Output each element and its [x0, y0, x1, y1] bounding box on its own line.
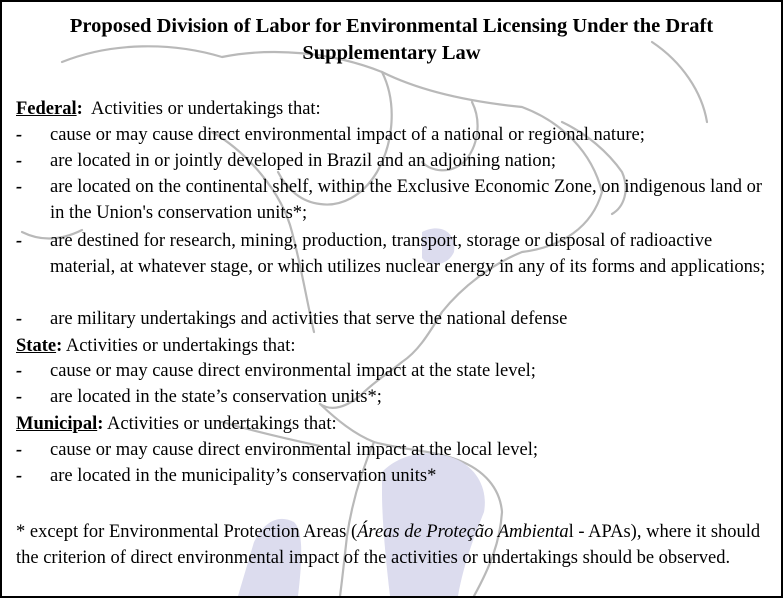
- document-content: [2, 2, 781, 596]
- state-item-2: - are located in the state’s conservation units*;: [16, 385, 780, 411]
- municipal-intro: Activities or undertakings that:: [107, 414, 337, 434]
- federal-item-3: - are located on the continental shelf, within the Exclusive Economic Zone, on indigenous land or in the Union's conservation units*;: [16, 177, 763, 223]
- federal-item-4: - are destined for research, mining, production, transport, storage or disposal of radioactive material, at whatever stage, or which utilizes nuclear energy in any of its forms and applications;: [16, 231, 766, 277]
- bullet-dash: -: [16, 125, 23, 145]
- federal-heading: Federal: Activities or undertakings that:: [16, 99, 321, 119]
- state-intro: Activities or undertakings that:: [65, 336, 296, 356]
- bullet-dash: -: [16, 466, 23, 486]
- federal-item-2: - are located in or jointly developed in Brazil and an adjoining nation;: [16, 149, 780, 175]
- bullet-dash: -: [16, 151, 23, 171]
- footnote-portuguese-term: Áreas de Proteção Ambienta: [357, 522, 569, 542]
- federal-label: Federal: [16, 99, 77, 119]
- footnote-suffix: l - APAs), where it should the criterion of direct environmental impact of the activities or undertakings should be observed.: [16, 522, 761, 568]
- bullet-dash: -: [16, 440, 23, 460]
- municipal-item-2: - are located in the municipality’s conservation units*: [16, 464, 780, 490]
- bullet-dash: -: [16, 309, 23, 329]
- federal-item-5: - are military undertakings and activities that serve the national defense: [16, 307, 780, 333]
- federal-item-1: - cause or may cause direct environmental impact of a national or regional nature;: [16, 123, 780, 149]
- bullet-dash: -: [16, 387, 23, 407]
- bullet-dash: -: [16, 231, 23, 251]
- bullet-dash: -: [16, 177, 23, 197]
- state-heading: State: Activities or undertakings that:: [16, 336, 296, 356]
- footnote-prefix: * except for Environmental Protection Areas (: [16, 522, 358, 542]
- federal-intro: Activities or undertakings that:: [91, 99, 321, 119]
- municipal-item-1: - cause or may cause direct environmental impact at the local level;: [16, 438, 780, 464]
- municipal-heading: Municipal: Activities or undertakings that:: [16, 414, 337, 434]
- state-label: State: [16, 336, 57, 356]
- bullet-dash: -: [16, 361, 23, 381]
- municipal-label: Municipal: [16, 414, 98, 434]
- page-title: Proposed Division of Labor for Environmental Licensing Under the Draft Supplementary Law: [69, 15, 714, 64]
- footnote: [16, 520, 771, 571]
- state-item-1: - cause or may cause direct environmental impact at the state level;: [16, 359, 780, 385]
